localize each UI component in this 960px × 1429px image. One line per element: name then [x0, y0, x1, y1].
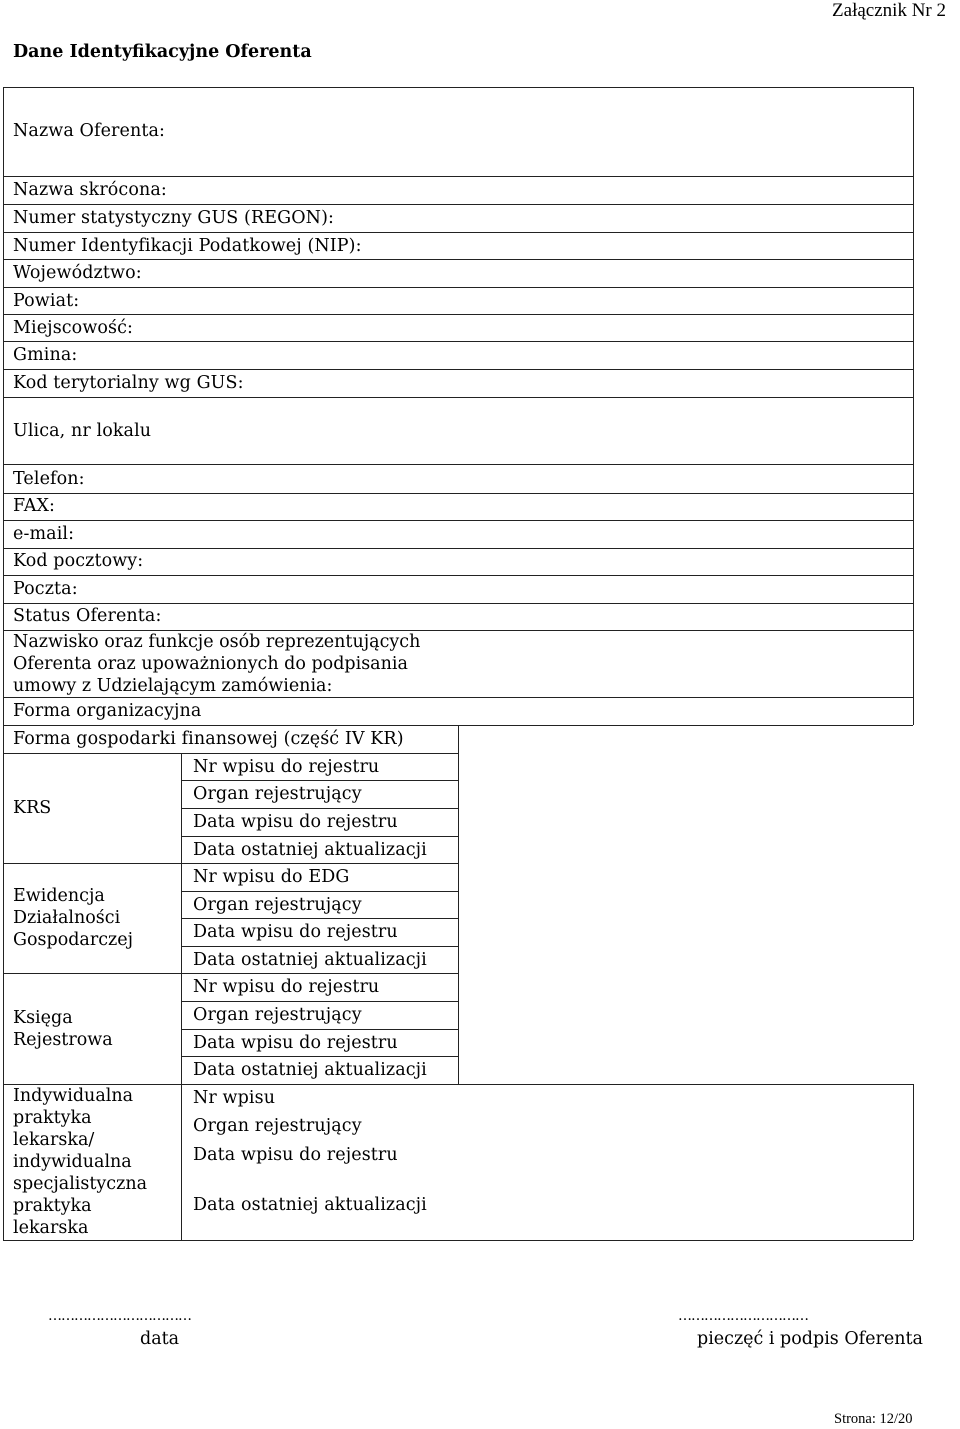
krs-row: Data ostatniej aktualizacji: [193, 840, 427, 860]
field-kod-pocztowy: Kod pocztowy:: [13, 551, 144, 571]
field-forma-gospodarki: Forma gospodarki finansowej (część IV KR): [13, 729, 404, 749]
field-forma-organizacyjna: Forma organizacyjna: [13, 701, 202, 721]
edg-row: Organ rejestrujący: [193, 895, 362, 915]
field-reprezentacja: Nazwisko oraz funkcje osób reprezentujących Oferenta oraz upoważnionych do podpisania umowy z Udzielającym zamówienia:: [13, 632, 421, 696]
krs-row: Data wpisu do rejestru: [193, 812, 398, 832]
register-edg-name: Ewidencja Działalności Gospodarczej: [13, 886, 134, 950]
annex-label: Załącznik Nr 2: [832, 0, 946, 21]
edg-row: Data wpisu do rejestru: [193, 922, 398, 942]
register-praktyka-name: Indywidualna praktyka lekarska/ indywidualna specjalistyczna praktyka lekarska: [13, 1086, 148, 1238]
field-telefon: Telefon:: [13, 469, 85, 489]
field-ulica: Ulica, nr lokalu: [13, 421, 152, 441]
ksiega-row: Organ rejestrujący: [193, 1005, 362, 1025]
field-poczta: Poczta:: [13, 579, 78, 599]
praktyka-row: Nr wpisu: [193, 1088, 276, 1108]
field-nazwa-skrocona: Nazwa skrócona:: [13, 180, 167, 200]
field-nip: Numer Identyfikacji Podatkowej (NIP):: [13, 236, 362, 256]
edg-row: Nr wpisu do EDG: [193, 867, 350, 887]
ksiega-row: Data wpisu do rejestru: [193, 1033, 398, 1053]
signature-dots: …………………………: [678, 1308, 808, 1324]
field-kod-terytorialny: Kod terytorialny wg GUS:: [13, 373, 244, 393]
field-wojewodztwo: Województwo:: [13, 263, 142, 283]
field-powiat: Powiat:: [13, 291, 80, 311]
krs-row: Organ rejestrujący: [193, 784, 362, 804]
ksiega-row: Nr wpisu do rejestru: [193, 977, 380, 997]
field-miejscowosc: Miejscowość:: [13, 318, 134, 338]
ksiega-row: Data ostatniej aktualizacji: [193, 1060, 427, 1080]
praktyka-row: Organ rejestrujący: [193, 1116, 362, 1136]
page-number: Strona: 12/20: [834, 1411, 913, 1427]
date-label: data: [140, 1329, 180, 1349]
field-gmina: Gmina:: [13, 345, 78, 365]
field-email: e-mail:: [13, 524, 75, 544]
field-fax: FAX:: [13, 496, 56, 516]
date-dots: ……………………………: [48, 1308, 191, 1324]
edg-row: Data ostatniej aktualizacji: [193, 950, 427, 970]
field-regon: Numer statystyczny GUS (REGON):: [13, 208, 334, 228]
field-nazwa: Nazwa Oferenta:: [13, 121, 165, 141]
register-krs-name: KRS: [13, 798, 52, 818]
register-ksiega-name: Księga Rejestrowa: [13, 1008, 113, 1050]
signature-label: pieczęć i podpis Oferenta: [697, 1329, 923, 1349]
field-status: Status Oferenta:: [13, 606, 162, 626]
praktyka-row: Data ostatniej aktualizacji: [193, 1195, 427, 1215]
krs-row: Nr wpisu do rejestru: [193, 757, 380, 777]
page-title: Dane Identyfikacyjne Oferenta: [13, 42, 312, 62]
praktyka-row: Data wpisu do rejestru: [193, 1145, 398, 1165]
